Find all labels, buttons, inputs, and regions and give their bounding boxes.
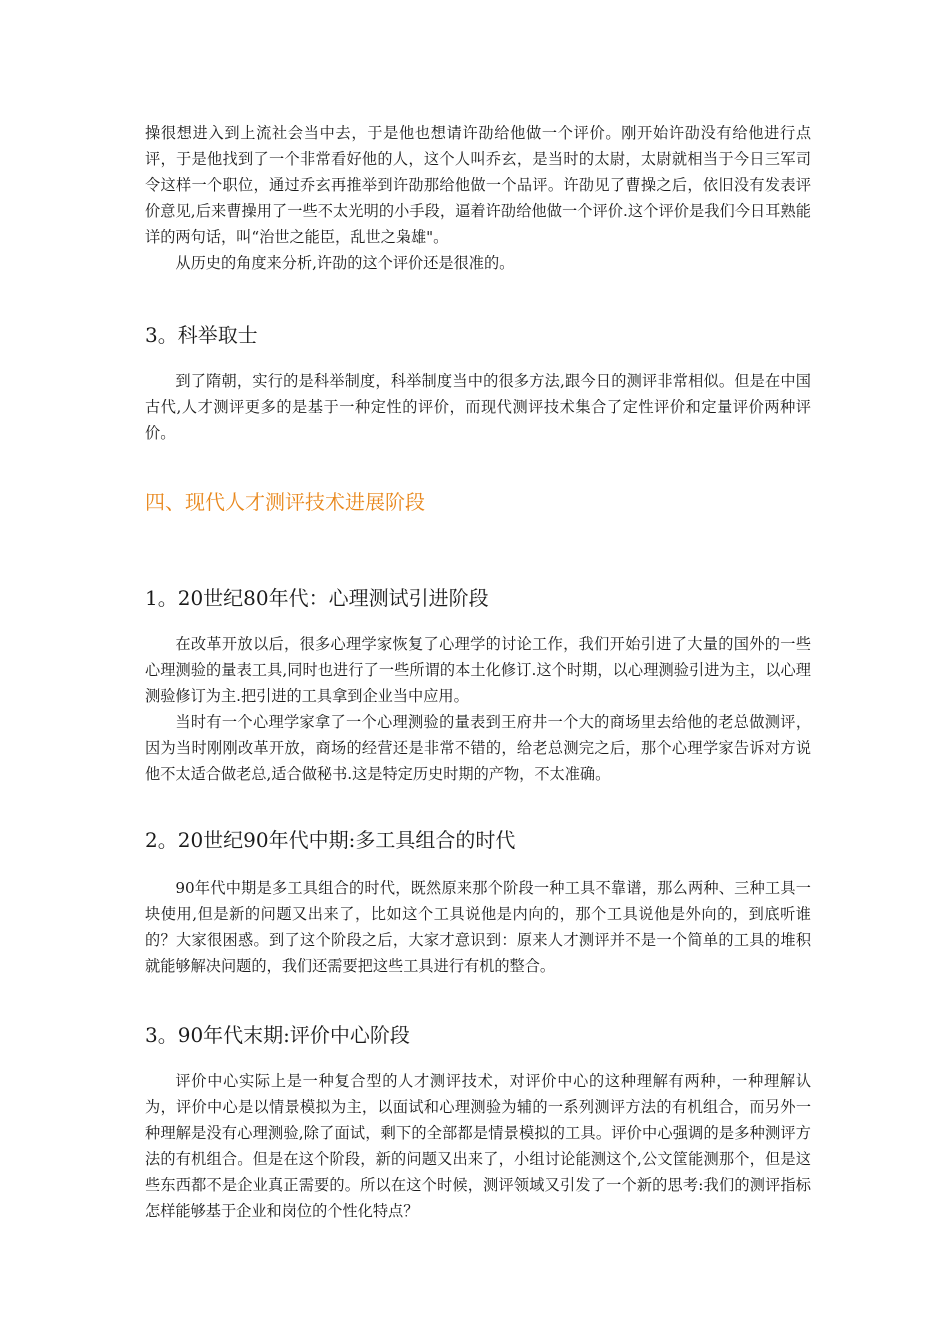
stage2-paragraph: 90年代中期是多工具组合的时代，既然原来那个阶段一种工具不靠谱，那么两种、三种工具一块使用,但是新的问题又出来了，比如这个工具说他是内向的，那个工具说他是外向的，到底听谁的？大家很困惑。到了这个阶段之后，大家才意识到：原来人才测评并不是一个简单的工具的堆积就能够解决问题的，我们还需要把这些工具进行有机的整合。 [145, 879, 811, 975]
chapter-heading: 四、现代人才测评技术进展阶段 [145, 490, 425, 514]
stage3-heading: 3。90年代末期:评价中心阶段 [145, 1023, 410, 1047]
stage1-heading: 1。20世纪80年代：心理测试引进阶段 [145, 586, 489, 610]
stage3-paragraph: 评价中心实际上是一种复合型的人才测评技术，对评价中心的这种理解有两种，一种理解认为，评价中心是以情景模拟为主，以面试和心理测验为辅的一系列测评方法的有机组合，而另外一种理解是没有心理测验,除了面试，剩下的全部都是情景模拟的工具。评价中心强调的是多种测评方法的有机组合。但是在这个阶段，新的问题又出来了，小组讨论能测这个,公文筐能测那个，但是这些东西都不是企业真正需要的。所以在这个时候，测评领域又引发了一个新的思考:我们的测评指标怎样能够基于企业和岗位的个性化特点？ [145, 1072, 811, 1220]
stage1-paragraph-1: 在改革开放以后，很多心理学家恢复了心理学的讨论工作，我们开始引进了大量的国外的一些心理测验的量表工具,同时也进行了一些所谓的本土化修订.这个时期，以心理测验引进为主，以心理测验修订为主.把引进的工具拿到企业当中应用。 [145, 635, 811, 705]
stage1-paragraph-2: 当时有一个心理学家拿了一个心理测验的量表到王府井一个大的商场里去给他的老总做测评，因为当时刚刚改革开放，商场的经营还是非常不错的，给老总测完之后，那个心理学家告诉对方说他不太适合做老总,适合做秘书.这是特定历史时期的产物，不太准确。 [145, 713, 811, 783]
section-paragraph-keju: 到了隋朝，实行的是科举制度，科举制度当中的很多方法,跟今日的测评非常相似。但是在中国古代,人才测评更多的是基于一种定性的评价，而现代测评技术集合了定性评价和定量评价两种评价。 [145, 372, 811, 442]
section-heading-keju: 3。科举取士 [145, 323, 258, 347]
stage2-heading: 2。20世纪90年代中期:多工具组合的时代 [145, 828, 516, 852]
intro-paragraph-2: 从历史的角度来分析,许劭的这个评价还是很准的。 [175, 254, 515, 272]
intro-paragraph: 操很想进入到上流社会当中去，于是他也想请许劭给他做一个评价。刚开始许劭没有给他进行点评，于是他找到了一个非常看好他的人，这个人叫乔玄，是当时的太尉，太尉就相当于今日三军司令这样一个职位，通过乔玄再推举到许劭那给他做一个品评。许劭见了曹操之后，依旧没有发表评价意见,后来曹操用了一些不太光明的小手段，逼着许劭给他做一个评价.这个评价是我们今日耳熟能详的两句话，叫“治世之能臣，乱世之枭雄"。 [145, 124, 811, 246]
